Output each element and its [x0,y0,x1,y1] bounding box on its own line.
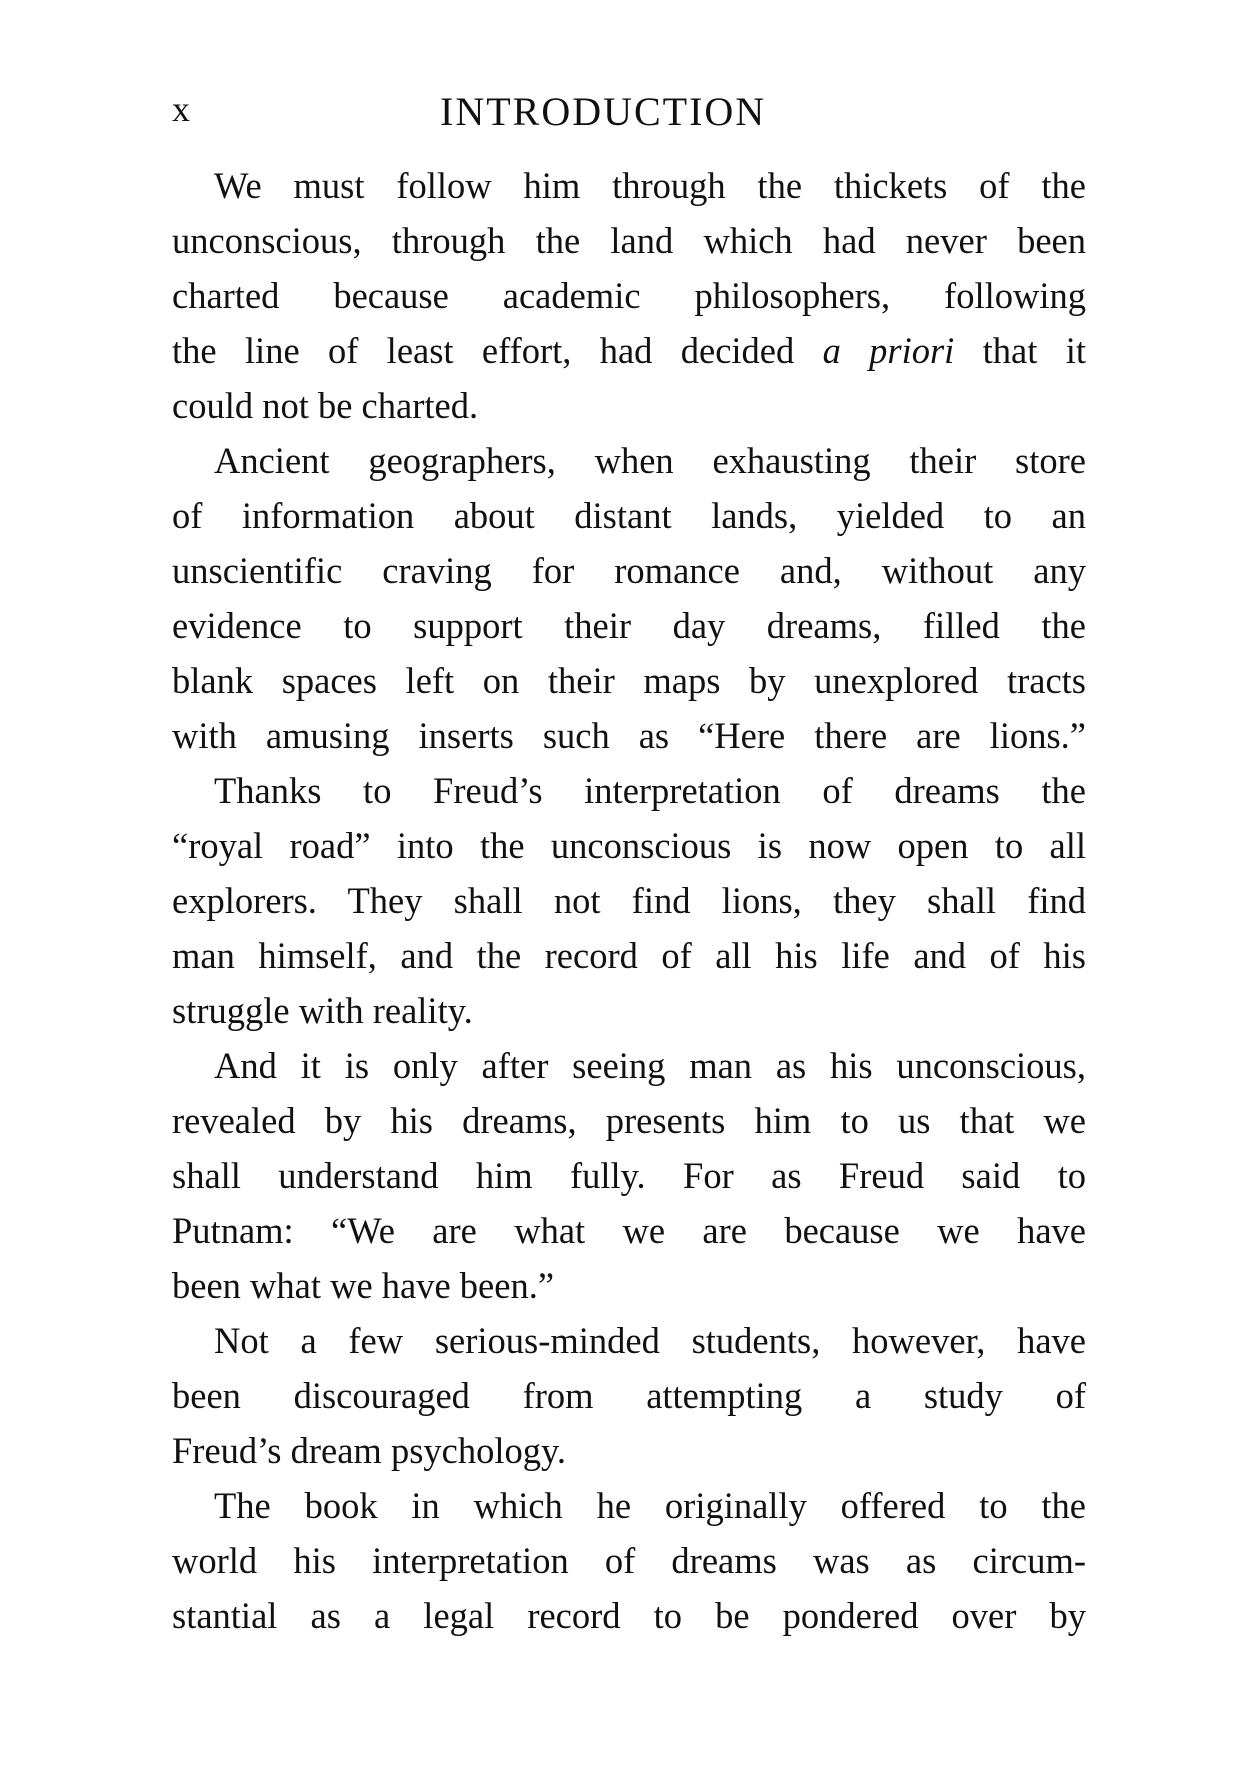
text-line: man himself, and the record of all his life and of his [172,935,1086,976]
text-line: “royal road” into the unconscious is now open to all [172,825,1086,866]
paragraph-3 [172,763,1086,1038]
text-line: stantial as a legal record to be pondered over by [172,1595,1086,1636]
text-fragment: that it [954,330,1086,371]
running-head [172,88,1072,138]
text-line: Thanks to Freud’s interpretation of dreams the [214,770,1086,811]
page-number: x [172,89,191,129]
text-line: could not be charted. [172,385,479,426]
italic-phrase: a priori [822,330,955,371]
text-line: And it is only after seeing man as his unconscious, [214,1045,1086,1086]
text-line: revealed by his dreams, presents him to us that we [172,1100,1086,1141]
text-fragment: the line of least effort, had decided [172,330,823,371]
paragraph-1 [172,158,1086,433]
text-line: unscientific craving for romance and, without any [172,550,1086,591]
text-line: of information about distant lands, yielded to an [172,495,1086,536]
page-title: INTRODUCTION [440,89,767,134]
paragraph-5 [172,1313,1086,1478]
text-line: with amusing inserts such as “Here there are lions.” [172,715,1086,756]
text-line: blank spaces left on their maps by unexplored tracts [172,660,1086,701]
text-line: world his interpretation of dreams was as circum- [172,1540,1086,1581]
text-line: unconscious, through the land which had never been [172,220,1086,261]
paragraph-4 [172,1038,1086,1313]
text-line: Ancient geographers, when exhausting their store [214,440,1086,481]
paragraph-6 [172,1478,1086,1643]
text-line: Not a few serious-minded students, however, have [214,1320,1086,1361]
text-line: struggle with reality. [172,990,473,1031]
text-line: been discouraged from attempting a study of [172,1375,1086,1416]
text-line: been what we have been.” [172,1265,555,1306]
text-line: Freud’s dream psychology. [172,1430,566,1471]
text-line: shall understand him fully. For as Freud said to [172,1155,1086,1196]
text-line-with-italic [172,323,1086,378]
body-text [172,158,1086,1643]
text-line: explorers. They shall not find lions, they shall find [172,880,1086,921]
text-line: Putnam: “We are what we are because we have [172,1210,1086,1251]
text-line: The book in which he originally offered to the [214,1485,1086,1526]
paragraph-2 [172,433,1086,763]
text-line: evidence to support their day dreams, filled the [172,605,1086,646]
text-line: charted because academic philosophers, following [172,275,1086,316]
text-line: We must follow him through the thickets of the [214,165,1086,206]
